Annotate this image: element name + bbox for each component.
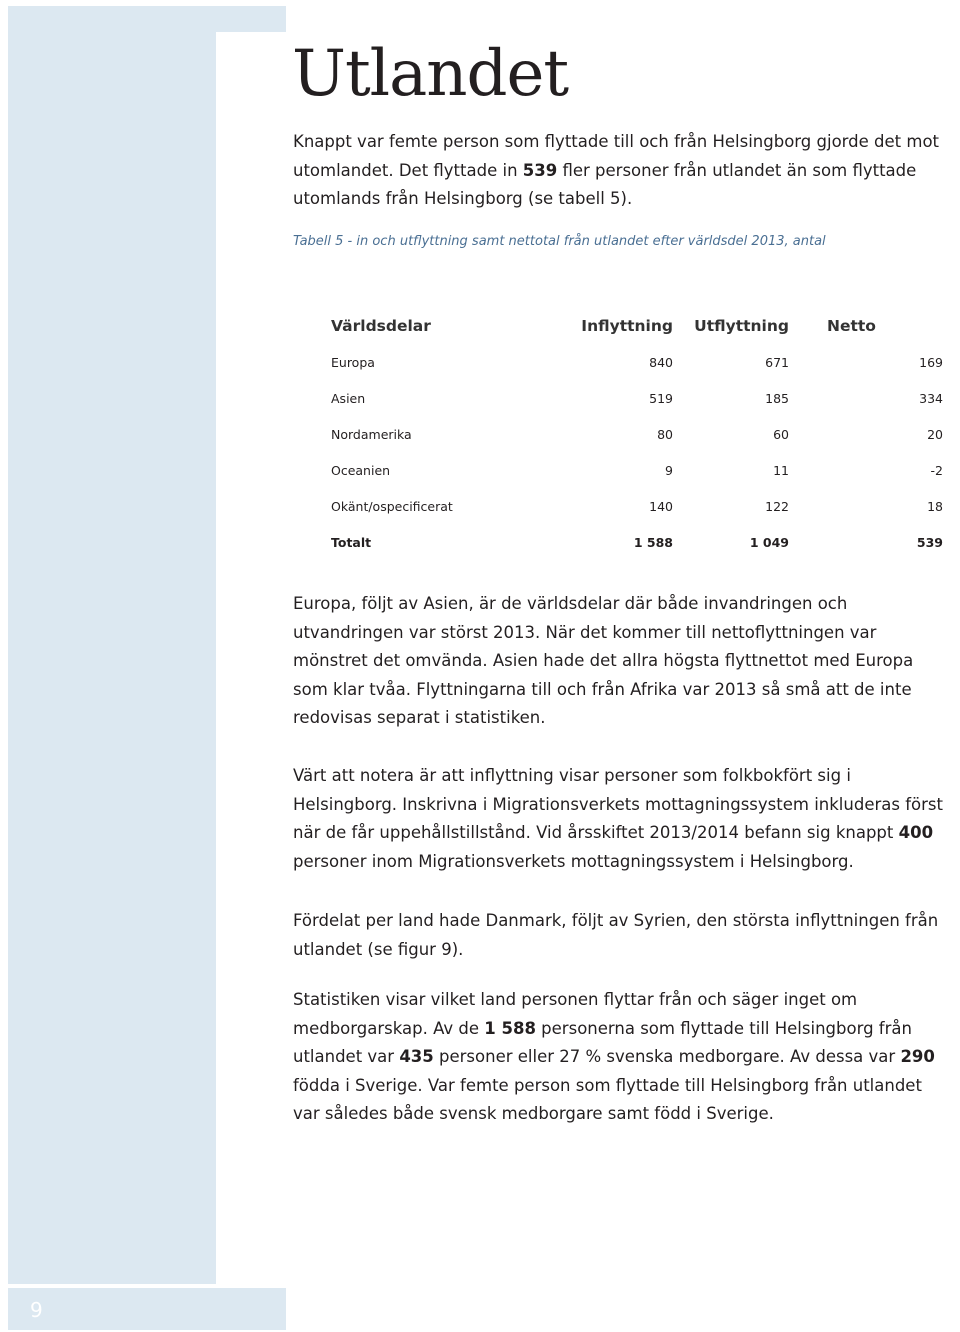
paragraph-text: personer inom Migrationsverkets mottagningssystem i Helsingborg. xyxy=(293,851,854,871)
cell-net: -2 xyxy=(930,462,943,478)
cell-net: 334 xyxy=(919,390,943,406)
paragraph-text: personerna som flyttade till Helsingborg från utlandet var xyxy=(293,1018,912,1067)
cell-in: 519 xyxy=(649,390,673,406)
cell-net: 18 xyxy=(927,498,943,514)
table-total-row xyxy=(331,524,943,560)
cell-out: 60 xyxy=(773,426,789,442)
table-row xyxy=(331,380,943,416)
cell-region: Nordamerika xyxy=(331,426,412,442)
paragraph-bold-number: 435 xyxy=(399,1047,434,1067)
paragraph-regions: Europa, följt av Asien, är de världsdelar där både invandringen och utvandringen var störst 2013. När det kommer till nettoflyttningen var mönstret det omvända. Asien hade det allra högsta flyttnettot med Europa som klar tvåa. Flyttningarna till och från Afrika var 2013 så små att de inte redovisas separat i statistiken. xyxy=(293,594,914,728)
cell-total-label: Totalt xyxy=(331,534,372,550)
paragraph-text: Statistiken visar vilket land personen flyttar från och säger inget om medborgarskap. Av de xyxy=(293,990,858,1038)
cell-total-out: 1 049 xyxy=(749,534,789,550)
sidebar-band xyxy=(8,6,216,1284)
paragraph-bold-number: 290 xyxy=(900,1047,935,1067)
header-inflyttning: Inflyttning xyxy=(581,317,673,335)
page-title: Utlandet xyxy=(292,37,569,111)
page-number: 9 xyxy=(30,1298,43,1322)
paragraph-countries: Fördelat per land hade Danmark, följt av Syrien, den största inflyttningen från utlandet (se figur 9). xyxy=(293,911,939,959)
paragraph-bold-number: 400 xyxy=(898,823,934,843)
intro-text-2: fler personer från utlandet än som flyttade utomlands från Helsingborg (se tabell 5). xyxy=(293,160,917,209)
cell-region: Okänt/ospecificerat xyxy=(331,498,453,514)
header-utflyttning: Utflyttning xyxy=(694,317,789,335)
sidebar-bottom-band xyxy=(8,1288,286,1330)
cell-out: 671 xyxy=(765,354,789,370)
table-row xyxy=(331,452,943,488)
header-netto: Netto xyxy=(827,317,876,335)
intro-text: Knappt var femte person som flyttade till och från Helsingborg gjorde det mot utomlandet. Det flyttade in xyxy=(293,132,940,180)
intro-paragraph xyxy=(293,128,953,214)
paragraph-text: födda i Sverige. Var femte person som flyttade till Helsingborg från utlandet var således både svensk medborgare samt född i Sverige. xyxy=(293,1075,922,1124)
table-row xyxy=(331,416,943,452)
cell-net: 169 xyxy=(919,354,943,370)
table-caption: Tabell 5 - in och utflyttning samt nettotal från utlandet efter världsdel 2013, antal xyxy=(293,234,826,249)
cell-region: Europa xyxy=(331,354,375,370)
cell-in: 140 xyxy=(649,498,673,514)
intro-bold-number: 539 xyxy=(522,160,558,180)
cell-total-net: 539 xyxy=(916,534,943,550)
cell-out: 11 xyxy=(773,462,789,478)
table-header-row xyxy=(331,308,943,344)
paragraph-text: personer eller 27 % svenska medborgare. Av dessa var xyxy=(433,1047,901,1067)
sidebar-top-band xyxy=(8,6,286,32)
table-row xyxy=(331,488,943,524)
cell-region: Asien xyxy=(331,390,366,406)
cell-out: 185 xyxy=(765,390,789,406)
paragraph-bold-number: 1 588 xyxy=(484,1018,536,1038)
migration-table xyxy=(331,308,943,560)
paragraph-text: Värt att notera är att inflyttning visar personer som folkbokfört sig i Helsingborg. Inskrivna i Migrationsverkets mottagningssystem inkluderas först när de får uppehållstillstånd. Vid årsskiftet 2013/2014 befann sig knappt xyxy=(293,766,943,843)
cell-in: 80 xyxy=(657,426,673,442)
cell-in: 9 xyxy=(665,462,673,478)
cell-region: Oceanien xyxy=(331,462,391,478)
cell-net: 20 xyxy=(927,426,943,442)
header-region: Världsdelar xyxy=(331,317,431,335)
cell-in: 840 xyxy=(649,354,673,370)
table-row xyxy=(331,344,943,380)
cell-total-in: 1 588 xyxy=(633,534,673,550)
paragraph-registration xyxy=(293,762,953,876)
cell-out: 122 xyxy=(765,498,789,514)
paragraph-citizenship xyxy=(293,986,953,1129)
